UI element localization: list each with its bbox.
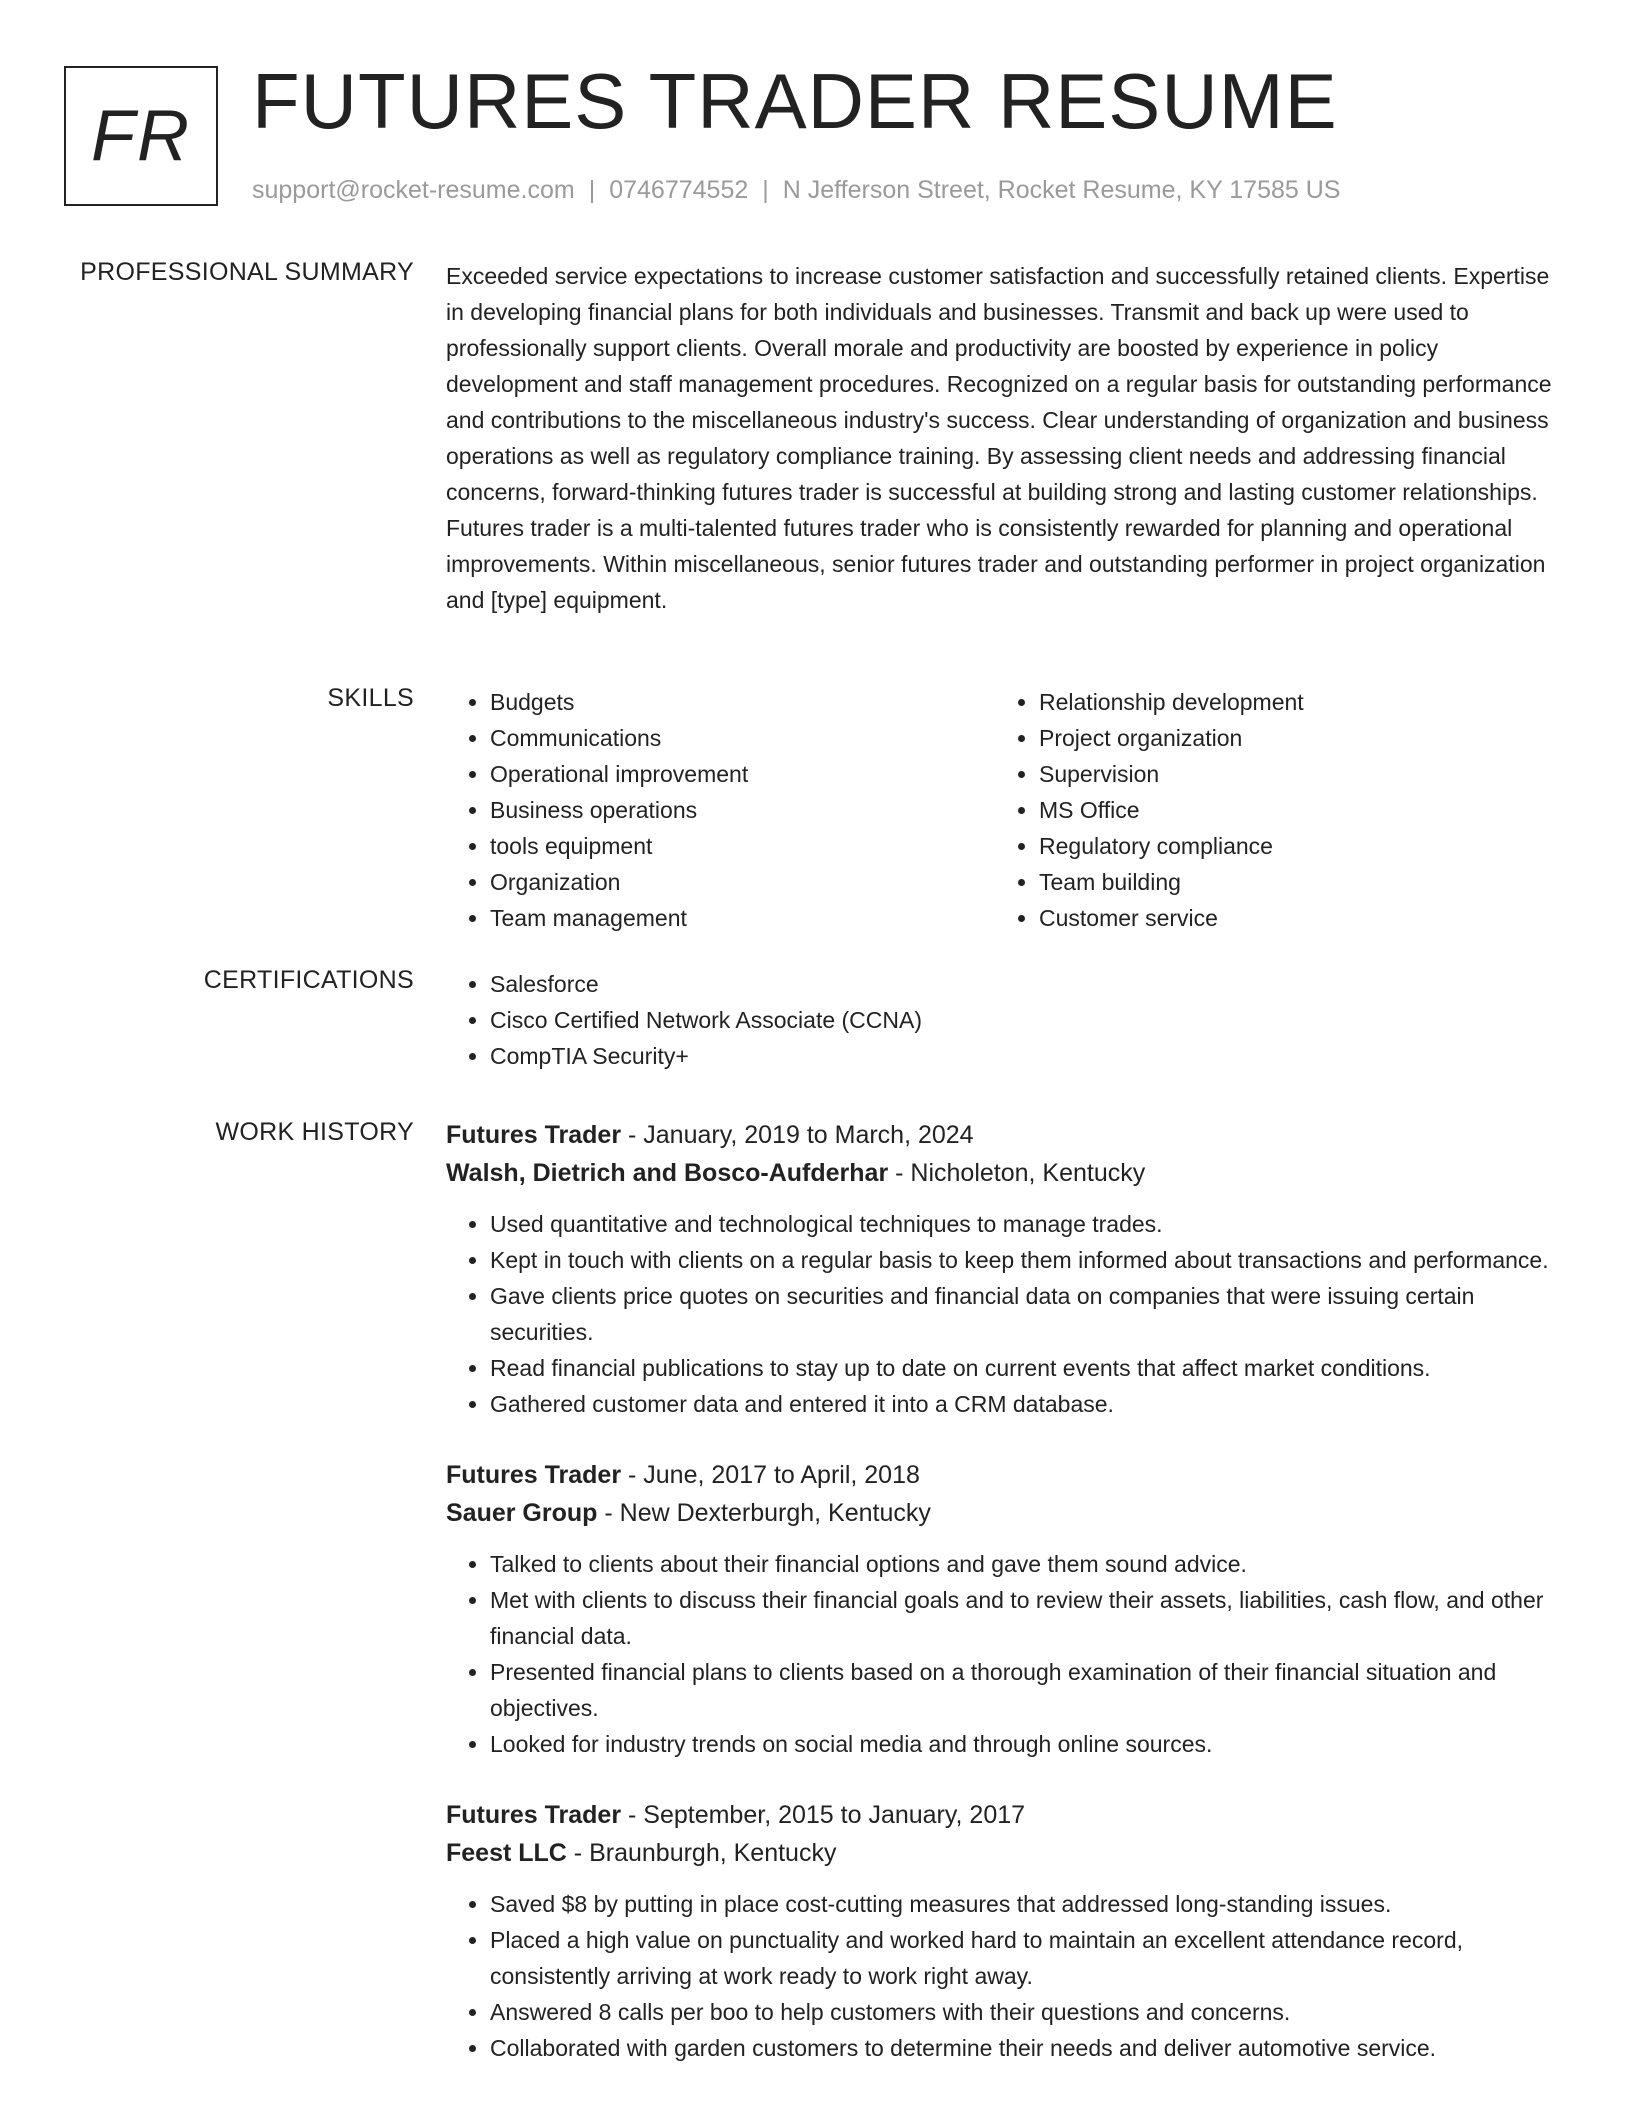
job-bullet: • Talked to clients about their financial options and gave them sound advice.	[490, 1546, 1556, 1582]
job-location: - New Dexterburgh, Kentucky	[597, 1499, 931, 1527]
job-dates: - September, 2015 to January, 2017	[621, 1801, 1026, 1829]
contact-address: N Jefferson Street, Rocket Resume, KY 17585 US	[782, 176, 1341, 204]
contact-email: support@rocket-resume.com	[252, 176, 575, 204]
work-history-body	[446, 1116, 1556, 2066]
job-company-line	[446, 1494, 1556, 1532]
monogram-initials: FR	[64, 66, 218, 206]
skill-item: • MS Office	[1039, 792, 1544, 828]
summary-body	[446, 258, 1556, 618]
job-bullet: • Collaborated with garden customers to determine their needs and deliver automotive service.	[490, 2030, 1556, 2066]
work-history-heading: WORK HISTORY	[215, 1118, 414, 1146]
contact-separator: |	[588, 176, 596, 204]
skill-item: • Relationship development	[1039, 684, 1544, 720]
skill-item: • Organization	[490, 864, 995, 900]
certification-item: • Salesforce	[490, 966, 1556, 1002]
job-title: Futures Trader	[446, 1801, 622, 1829]
certification-item: • Cisco Certified Network Associate (CCNA)	[490, 1002, 1556, 1038]
skills-list-left	[446, 684, 995, 936]
job-title-line	[446, 1116, 1556, 1154]
certifications-body	[446, 966, 1556, 1074]
job-title: Futures Trader	[446, 1121, 622, 1149]
job-dates: - June, 2017 to April, 2018	[621, 1461, 920, 1489]
job-bullet: • Met with clients to discuss their financial goals and to review their assets, liabilities, cash flow, and other financial data.	[490, 1582, 1556, 1654]
resume-title: FUTURES TRADER RESUME	[252, 57, 1338, 145]
contact-line	[252, 176, 1340, 205]
job-bullets	[446, 1206, 1556, 1422]
job-bullet: • Gathered customer data and entered it into a CRM database.	[490, 1386, 1556, 1422]
summary-heading: PROFESSIONAL SUMMARY	[80, 258, 414, 286]
job-company: Feest LLC	[446, 1839, 567, 1867]
job-dates: - January, 2019 to March, 2024	[621, 1121, 974, 1149]
skills-heading: SKILLS	[327, 684, 414, 712]
job-company-line	[446, 1154, 1556, 1192]
job-bullet: • Answered 8 calls per boo to help customers with their questions and concerns.	[490, 1994, 1556, 2030]
job-bullet: • Used quantitative and technological techniques to manage trades.	[490, 1206, 1556, 1242]
job-entry	[446, 1116, 1556, 1422]
job-bullets	[446, 1546, 1556, 1762]
job-location: - Nicholeton, Kentucky	[888, 1159, 1146, 1187]
certification-item: • CompTIA Security+	[490, 1038, 1556, 1074]
skill-item: • Team building	[1039, 864, 1544, 900]
job-title-line	[446, 1456, 1556, 1494]
skill-item: • tools equipment	[490, 828, 995, 864]
certifications-heading: CERTIFICATIONS	[203, 966, 414, 994]
skill-item: • Operational improvement	[490, 756, 995, 792]
job-bullet: • Kept in touch with clients on a regular basis to keep them informed about transactions and performance.	[490, 1242, 1556, 1278]
job-bullet: • Saved $8 by putting in place cost-cutting measures that addressed long-standing issues.	[490, 1886, 1556, 1922]
job-location: - Braunburgh, Kentucky	[566, 1839, 837, 1867]
job-entry	[446, 1456, 1556, 1762]
job-bullet: • Looked for industry trends on social media and through online sources.	[490, 1726, 1556, 1762]
skill-item: • Team management	[490, 900, 995, 936]
job-bullet: • Read financial publications to stay up to date on current events that affect market conditions.	[490, 1350, 1556, 1386]
skill-item: • Project organization	[1039, 720, 1544, 756]
skill-item: • Communications	[490, 720, 995, 756]
skills-columns	[446, 684, 1556, 936]
job-bullet: • Presented financial plans to clients based on a thorough examination of their financial situation and objectives.	[490, 1654, 1556, 1726]
certifications-list	[446, 966, 1556, 1074]
job-title: Futures Trader	[446, 1461, 622, 1489]
skill-item: • Supervision	[1039, 756, 1544, 792]
job-bullet: • Placed a high value on punctuality and worked hard to maintain an excellent attendance record, consistently arriving at work ready to work right away.	[490, 1922, 1556, 1994]
job-bullet: • Gave clients price quotes on securities and financial data on companies that were issuing certain securities.	[490, 1278, 1556, 1350]
skill-item: • Customer service	[1039, 900, 1544, 936]
contact-separator: |	[762, 176, 769, 204]
skill-item: • Regulatory compliance	[1039, 828, 1544, 864]
job-bullets	[446, 1886, 1556, 2066]
skill-item: • Business operations	[490, 792, 995, 828]
job-company-line	[446, 1834, 1556, 1872]
job-title-line	[446, 1796, 1556, 1834]
job-company: Sauer Group	[446, 1499, 598, 1527]
job-company: Walsh, Dietrich and Bosco-Aufderhar	[446, 1159, 889, 1187]
job-entry	[446, 1796, 1556, 2066]
skill-item: • Budgets	[490, 684, 995, 720]
summary-text: Exceeded service expectations to increase customer satisfaction and successfully retained clients. Expertise in developing financial plans for both individuals and businesses. Transmit and back up were used to professionally support clients. Overall morale and productivity are boosted by experience in policy development and staff management procedures. Recognized on a regular basis for outstanding performance and contributions to the miscellaneous industry's success. Clear understanding of organization and business operations as well as regulatory compliance training. By assessing client needs and addressing financial concerns, forward-thinking futures trader is successful at building strong and lasting customer relationships. Futures trader is a multi-talented futures trader who is consistently rewarded for planning and operational improvements. Within miscellaneous, senior futures trader and outstanding performer in project organization and [type] equipment.	[446, 263, 1552, 613]
skills-list-right	[995, 684, 1544, 936]
contact-phone: 0746774552	[609, 176, 749, 204]
